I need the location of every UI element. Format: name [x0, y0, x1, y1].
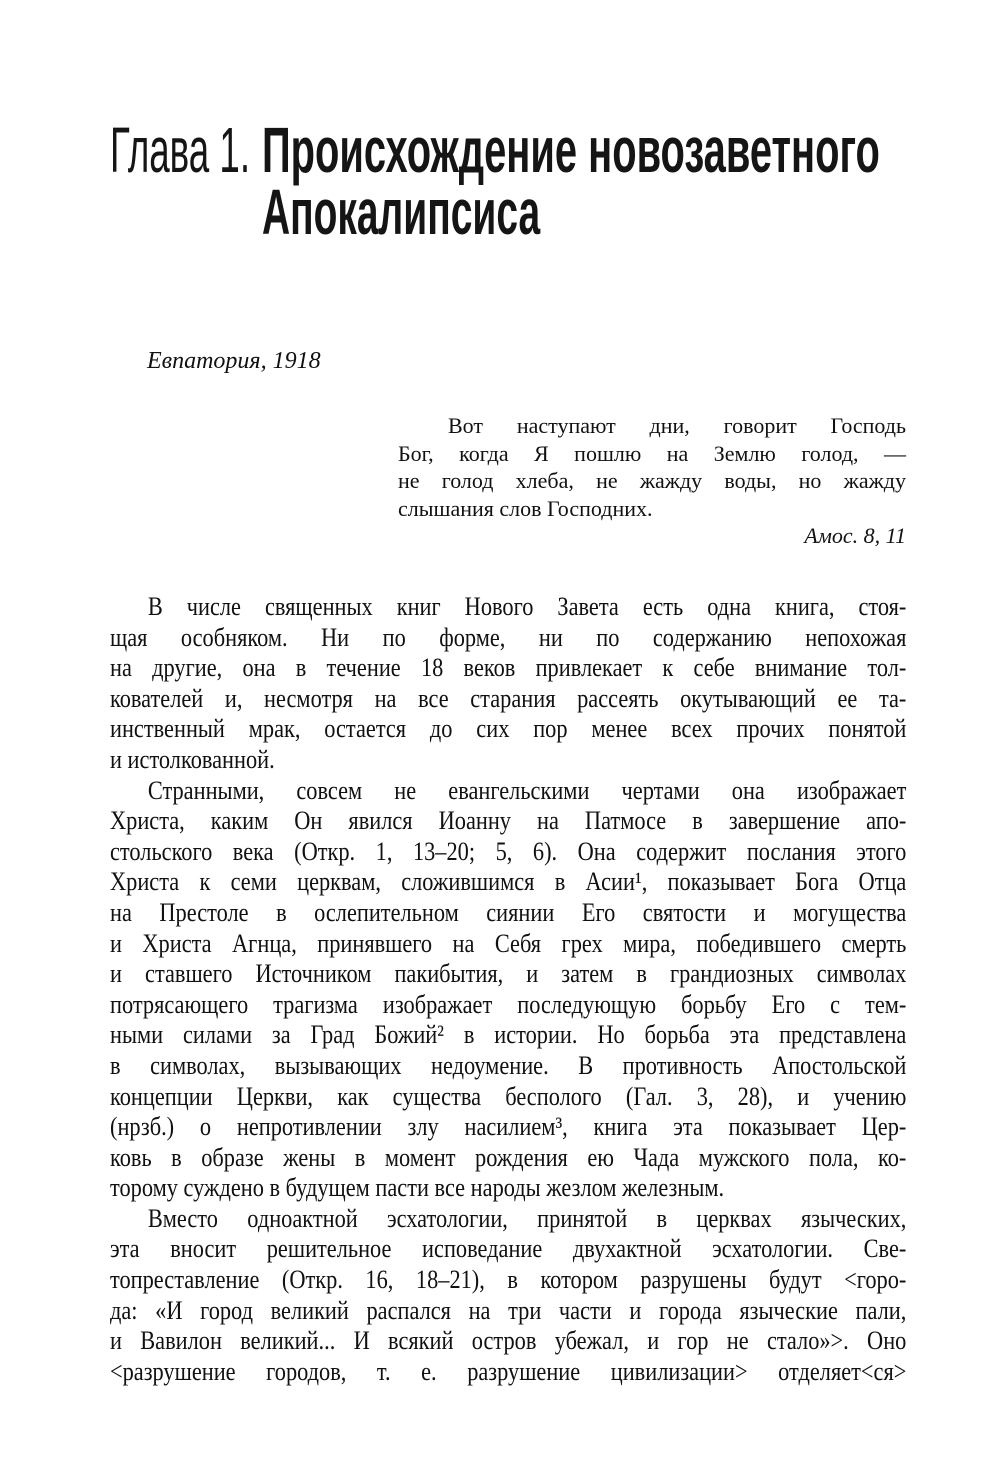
place-date: Евпатория, 1918 — [147, 348, 321, 374]
body-line: стольского века (Откр. 1, 13–20; 5, 6). Она содержит послания этого — [110, 836, 907, 866]
body-line: кователей и, несмотря на все старания рассеять окутывающий ее та- — [110, 683, 907, 713]
body-line: (нрзб.) о непротивлении злу насилием³, книга эта показывает Цер- — [110, 1112, 907, 1142]
epigraph-line: Вот наступают дни, говорит Господь — [448, 413, 906, 438]
body-line: В числе священных книг Нового Завета есть одна книга, стоя- — [147, 592, 907, 621]
body-line: в символах, вызывающих недоумение. В противность Апостольской — [110, 1050, 907, 1080]
body-text — [110, 592, 906, 1387]
body-line: <разрушение городов, т. е. разрушение цивилизации> отделяет<ся> — [110, 1356, 907, 1386]
body-line: и Вавилон великий... И всякий остров убежал, и гор не стало»>. Оно — [110, 1326, 907, 1356]
body-line: и ставшего Источником пакибытия, и затем в грандиозных символах — [110, 959, 907, 989]
body-line: Христа, каким Он явился Иоанну на Патмосе в завершение апо- — [110, 806, 907, 836]
body-line: ными силами за Град Божий² в истории. Но борьба эта представлена — [110, 1020, 907, 1050]
body-line: щая особняком. Ни по форме, ни по содержанию непохожая — [110, 622, 907, 652]
body-line: и истолкованной. — [110, 744, 275, 774]
body-line: Вместо одноактной эсхатологии, принятой в церквах языческих, — [147, 1203, 907, 1233]
body-line: на другие, она в течение 18 веков привлекает к себе внимание тол- — [110, 653, 907, 683]
body-line: торому суждено в будущем пасти все народы жезлом железным. — [110, 1173, 725, 1203]
chapter-title-line-1: Происхождение новозаветного — [262, 114, 880, 186]
body-line: инственный мрак, остается до сих пор менее всех прочих понятой — [110, 714, 907, 744]
epigraph-source: Амос. 8, 11 — [804, 523, 906, 548]
chapter-title-line-2: Апокалипсиса — [262, 176, 541, 248]
body-line: Странными, совсем не евангельскими чертами она изображает — [147, 775, 907, 805]
body-line: и Христа Агнца, принявшего на Себя грех мира, победившего смерть — [110, 928, 907, 958]
body-line: концепции Церкви, как существа бесполого (Гал. 3, 28), и учению — [110, 1081, 907, 1111]
chapter-label: Глава 1. — [110, 114, 251, 186]
epigraph-line: не голод хлеба, не жажду воды, но жажду — [398, 468, 906, 493]
epigraph-line: слышания слов Господних. — [398, 495, 653, 521]
body-line: потрясающего трагизма изображает последующую борьбу Его с тем- — [110, 989, 907, 1019]
epigraph-line: Бог, когда Я пошлю на Землю голод, — — [398, 440, 906, 466]
body-line: да: «И город великий распался на три части и города языческие пали, — [110, 1295, 907, 1325]
body-line: ковь в образе жены в момент рождения ею Чада мужского пола, ко- — [110, 1142, 907, 1172]
body-line: Христа к семи церквам, сложившимся в Асии¹, показывает Бога Отца — [110, 867, 907, 897]
epigraph — [398, 412, 906, 550]
body-line: топреставление (Откр. 16, 18–21), в котором разрушены будут <горо- — [110, 1265, 907, 1295]
body-line: на Престоле в ослепительном сиянии Его святости и могущества — [110, 897, 907, 927]
body-line: эта вносит решительное исповедание двухактной эсхатологии. Све- — [110, 1234, 907, 1264]
